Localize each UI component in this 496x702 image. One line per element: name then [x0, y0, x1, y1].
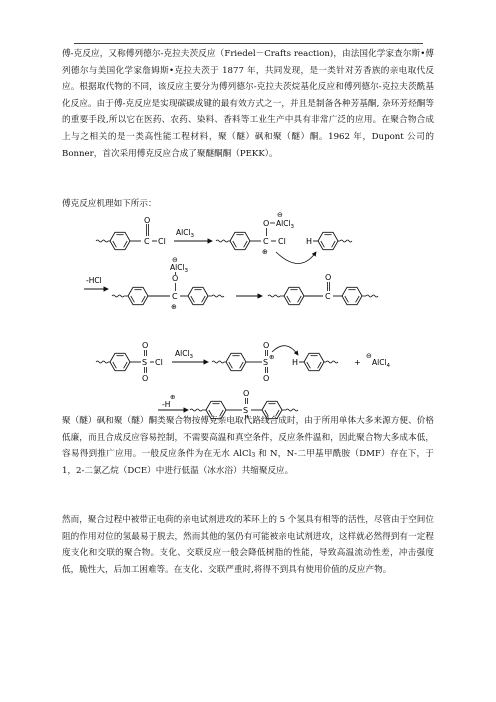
row2-hcl-arrow	[84, 276, 108, 289]
svg-text:⊕: ⊕	[170, 393, 176, 401]
mechanism-heading: 傅克反应机理如下所示：	[62, 199, 157, 209]
svg-text:⊖: ⊖	[172, 256, 178, 264]
intro-paragraph: 傅-克反应，又称傅列德尔-克拉夫茨反应（Friedel－Crafts reaction)，由法国化学家查尔斯•傅列德尔与美国化学家詹姆斯•克拉夫茨于 1877 年，共同发现，是一类针对芳香族的亲电取代反应。根据取代物的不同，该反应主要分为傅列德尔-克拉夫茨烷基化反应和傅列德尔-克拉夫茨酰基化反应。由于傅-克反应是实现碳碳成键的最有效方式之一，并且是制备各种芳基酮, 杂环芳烃酮等的重要手段,所以它在医药、农药、染料、香料等工业生产中具有非常广泛的应用。在聚合物合成上与之相关的是一类高性能工程材料，聚（醚）砜和聚（醚）酮。1962 年，Dupont 公司的 Bonner，首次采用傅克反应合成了聚醚酮酮（PEKK）。	[62, 49, 434, 159]
svg-text:C: C	[325, 292, 331, 301]
minus-charge: ⊖	[277, 211, 283, 219]
svg-text:O: O	[172, 274, 179, 283]
row2-ketone-product	[268, 273, 378, 305]
carbon-label: C	[144, 237, 150, 246]
svg-text:S: S	[263, 358, 269, 367]
row1-acyl-chloride	[96, 216, 166, 250]
svg-text:-HCl: -HCl	[86, 276, 102, 285]
row1-arene	[306, 232, 352, 249]
row1-complex	[216, 211, 316, 264]
row4-minus-h-arrow	[158, 393, 188, 410]
plus-charge: ⊕	[262, 248, 268, 256]
row2-sigma-complex	[112, 256, 224, 311]
svg-text:H: H	[306, 237, 313, 246]
svg-text:AlCl3: AlCl$_3$	[276, 219, 295, 230]
svg-text:O: O	[263, 374, 270, 383]
svg-text:C: C	[172, 292, 178, 301]
svg-text:Cl: Cl	[278, 237, 286, 246]
row3-arene	[292, 352, 391, 371]
svg-text:Cl: Cl	[155, 358, 163, 367]
svg-text:AlCl3: AlCl$_3$	[175, 349, 194, 360]
svg-text:O: O	[243, 389, 250, 398]
svg-text:⊖: ⊖	[366, 352, 372, 360]
svg-text:AlCl4: AlCl$_4$	[372, 358, 391, 369]
row3-sulfonyl-chloride	[96, 341, 163, 383]
row1-arrow-alcl3	[174, 228, 212, 241]
svg-text:O: O	[325, 273, 332, 282]
svg-text:⊕: ⊕	[171, 303, 177, 311]
synthesis-paragraph: 聚（醚）砜和聚（醚）酮类聚合物按傅克亲电取代路线合成时，由于所用单体大多来源方便、价格低廉，而且合成反应容易控制，不需要高温和真空条件，反应条件温和，因此聚合物大多成本低，容易得到推广应用。一般反应条件为在无水 AlCl$_3$ 和 N，N-二甲基甲酰胺（DMF）存在下，于 1，2-二氯乙烷（DCE）中进行低温（冰水浴）共缩聚反应。	[62, 416, 434, 476]
svg-text:O: O	[142, 374, 149, 383]
svg-text:AlCl3: AlCl$_3$	[176, 228, 195, 239]
svg-text:+: +	[354, 358, 361, 367]
svg-text:H: H	[292, 358, 299, 367]
row3-sulfonylium	[212, 341, 298, 383]
svg-text:O: O	[263, 341, 270, 350]
svg-text:C: C	[263, 237, 269, 246]
svg-text:O: O	[144, 216, 151, 225]
svg-text:O: O	[263, 219, 270, 228]
svg-text:⊕: ⊕	[269, 353, 275, 361]
svg-text:S: S	[142, 358, 148, 367]
svg-text:O: O	[142, 341, 149, 350]
side-reaction-paragraph: 然而，聚合过程中被带正电荷的亲电试剂进攻的苯环上的 5 个氢具有相等的活性，尽管由于空间位阻的作用对位的氢最易于脱去，然而其他的氢仍有可能被亲电试剂进攻，这样就必然得到有一定程度支化和交联的聚合物。支化、交联反应一般会降低树脂的性能，导致高温流动性差，冲击强度低，脆性大，后加工困难等。在支化、交联严重时,将得不到具有使用价值的反应产物。	[62, 515, 434, 575]
row3-arrow-alcl3	[172, 349, 208, 362]
svg-text:AlCl3: AlCl$_3$	[170, 263, 189, 274]
svg-text:Cl: Cl	[158, 237, 166, 246]
svg-text:S: S	[243, 406, 249, 415]
svg-text:-H: -H	[162, 400, 171, 409]
